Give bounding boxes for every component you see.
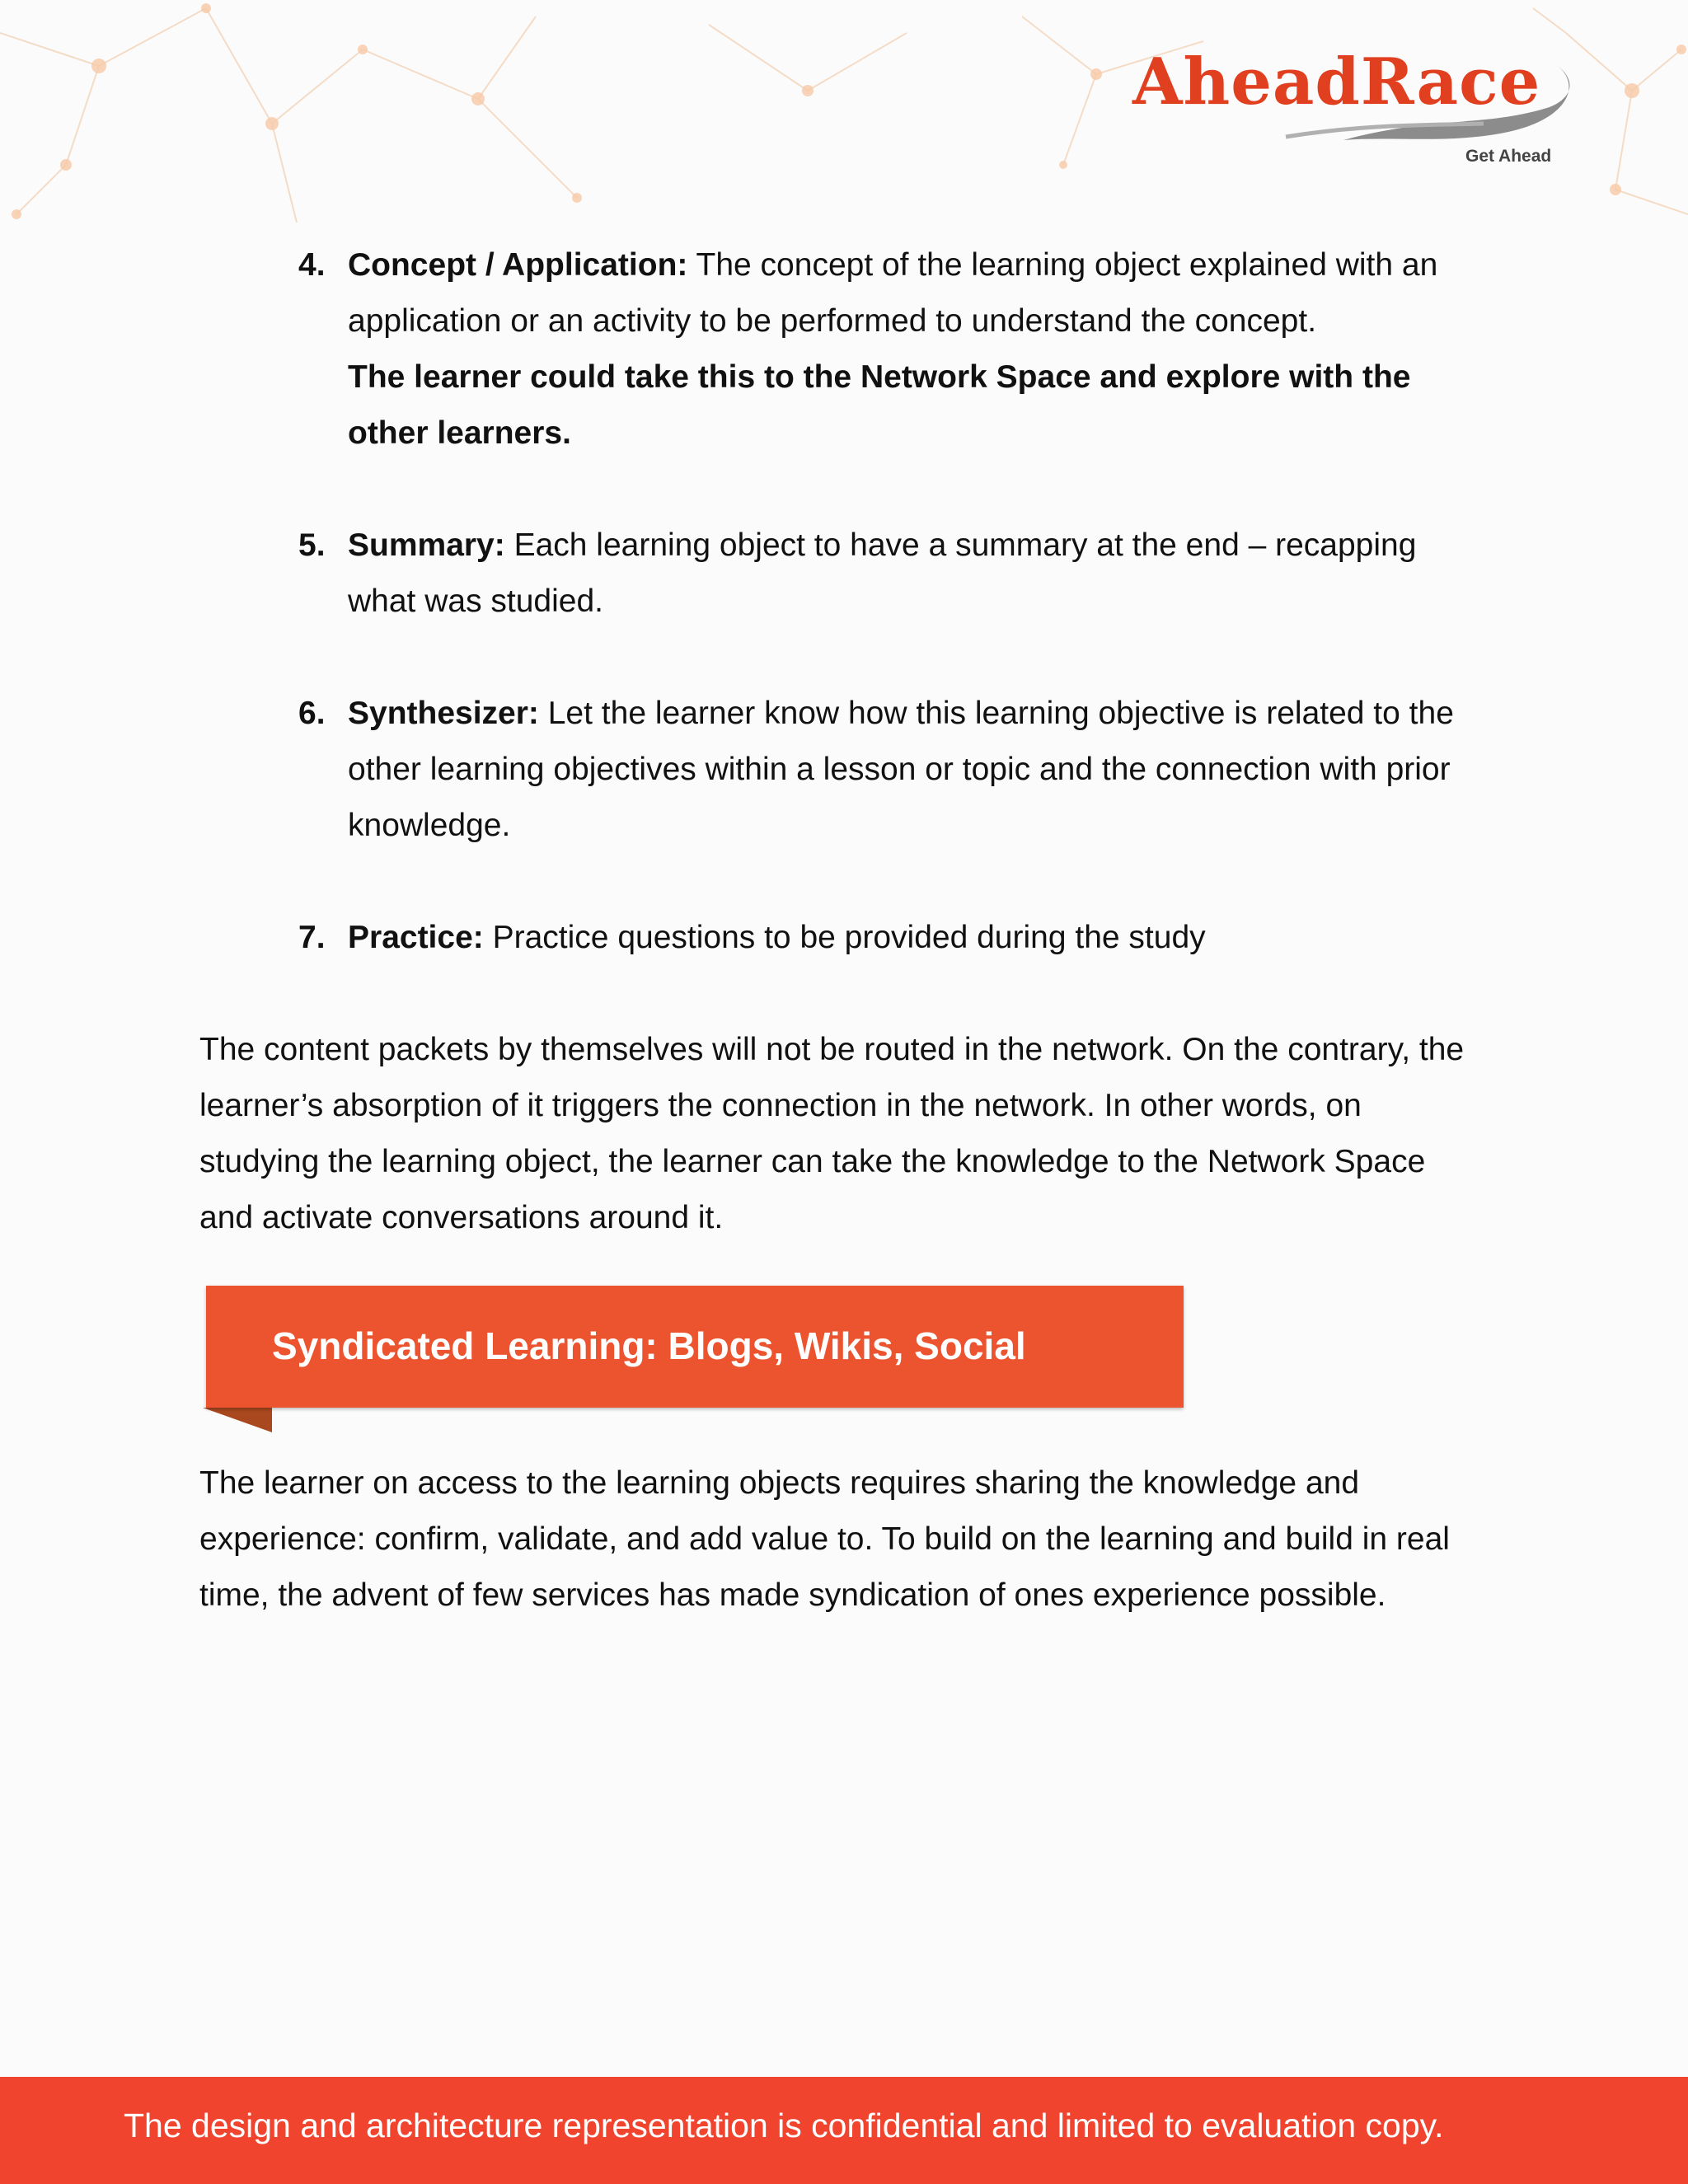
section-heading: Syndicated Learning: Blogs, Wikis, Social (272, 1324, 1026, 1367)
list-text: Practice questions to be provided during the study (483, 920, 1206, 955)
footer-text: The design and architecture representation is confidential and limited to evaluation copy. (124, 2107, 1444, 2144)
document-body (199, 237, 1485, 1246)
list-number: 4. (298, 247, 326, 283)
list-item (199, 910, 1485, 966)
document-body-lower (199, 1455, 1485, 1624)
list-item (199, 237, 1485, 462)
logo-wordmark: AheadRace (1132, 45, 1541, 120)
list-item (199, 686, 1485, 854)
list-number: 7. (298, 920, 326, 955)
list-text: The concept of the learning object explained with an application or an activity to be performed to understand the concept. (348, 247, 1438, 339)
list-number: 5. (298, 527, 326, 563)
list-item (199, 518, 1485, 630)
section-banner (203, 1286, 1184, 1409)
list-term: Concept / Application: (348, 247, 688, 283)
aheadrace-logo (1121, 41, 1582, 173)
logo-tagline: Get Ahead (1465, 147, 1552, 166)
paragraph-content-packets: The content packets by themselves will not be routed in the network. On the contrary, the learner’s absorption of it triggers the connection in the network. In other words, on studying the learning object, the learner can take the knowledge to the Network Space and activate conversations around it. (199, 1032, 1465, 1235)
confidential-footer (0, 2077, 1688, 2184)
paragraph-syndication: The learner on access to the learning objects requires sharing the knowledge and experience: confirm, validate, and add value to. To build on the learning and build in real time, the advent of few services has made syndication of ones experience possible. (199, 1465, 1450, 1613)
list-term: Synthesizer: (348, 696, 539, 731)
list-text: Let the learner know how this learning objective is related to the other learning objectives within a lesson or topic and the connection with prior knowledge. (348, 696, 1454, 843)
list-term: Practice: (348, 920, 484, 955)
list-text: Each learning object to have a summary at the end – recapping what was studied. (348, 527, 1417, 619)
list-emphasis: The learner could take this to the Network Space and explore with the other learners. (348, 359, 1411, 451)
list-number: 6. (298, 696, 326, 731)
list-term: Summary: (348, 527, 505, 563)
